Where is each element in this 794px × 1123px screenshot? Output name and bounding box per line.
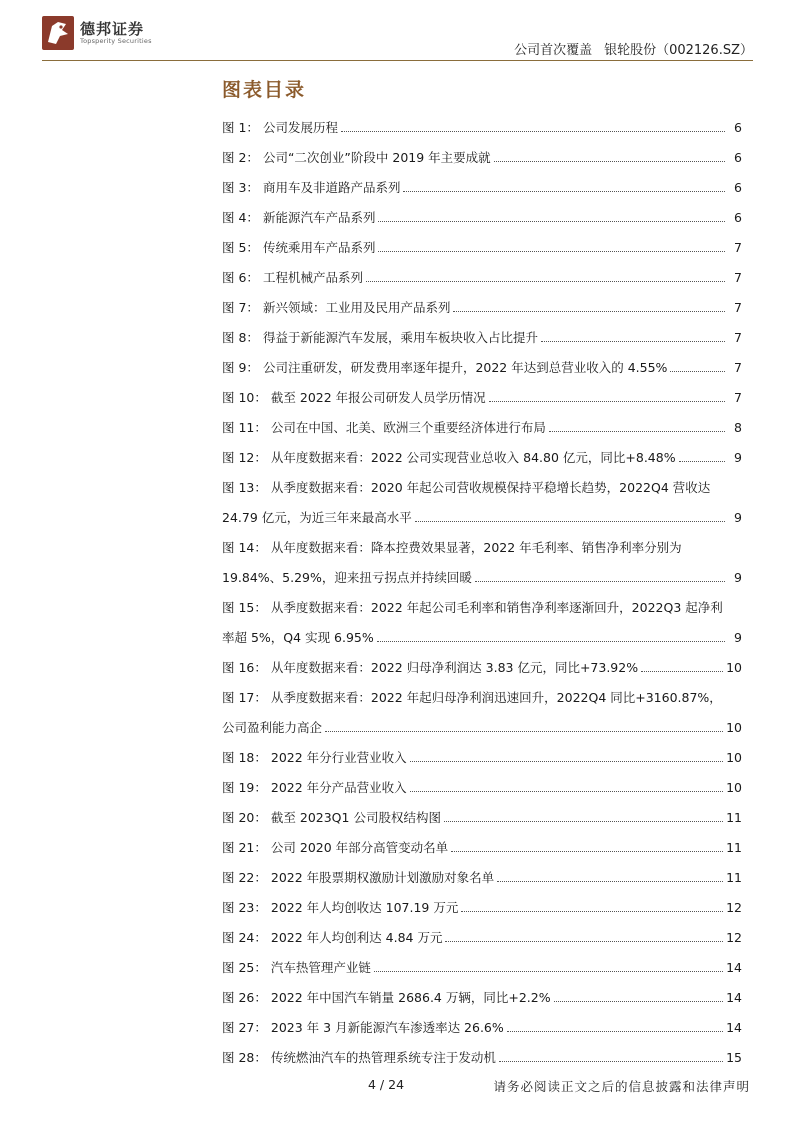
- logo-en-text: Topsperity Securities: [80, 36, 152, 45]
- toc-line: [222, 442, 742, 472]
- dot-leader: [445, 941, 723, 942]
- toc-line: [222, 142, 742, 172]
- dot-leader: [507, 1031, 723, 1032]
- figure-label: 图 15：: [222, 600, 267, 615]
- logo-cn-text: 德邦证券: [80, 20, 145, 39]
- figure-title: 从季度数据来看：2022 年起公司毛利率和销售净利率逐渐回升，2022Q3 起净利: [270, 600, 723, 615]
- figure-title: 公司 2020 年部分高管变动名单: [270, 840, 449, 855]
- page-ref: 6: [734, 209, 742, 225]
- toc-entry[interactable]: [222, 472, 742, 532]
- toc-line-continued: [222, 712, 742, 742]
- page-ref: 11: [726, 809, 742, 825]
- figure-label: 图 1：: [222, 120, 259, 135]
- page-ref: 14: [726, 1019, 742, 1035]
- dot-leader: [451, 851, 723, 852]
- legal-disclaimer: 请务必阅读正文之后的信息披露和法律声明: [493, 1079, 750, 1094]
- figure-title: 商用车及非道路产品系列: [262, 180, 401, 195]
- toc-line: [222, 682, 742, 712]
- toc-entry[interactable]: [222, 652, 742, 682]
- figure-label: 图 10：: [222, 390, 267, 405]
- dot-leader: [366, 281, 725, 282]
- figure-label: 图 8：: [222, 330, 259, 345]
- dot-leader: [377, 641, 725, 642]
- toc-entry[interactable]: [222, 592, 742, 652]
- figure-label: 图 27：: [222, 1020, 267, 1035]
- header-divider: [42, 60, 753, 61]
- figure-label: 图 6：: [222, 270, 259, 285]
- toc-entry[interactable]: [222, 112, 742, 142]
- figure-title-continued: 率超 5%，Q4 实现 6.95%: [222, 630, 374, 645]
- figure-title-continued: 19.84%、5.29%，迎来扭亏拐点并持续回暖: [222, 570, 472, 585]
- toc-line: [222, 1042, 742, 1072]
- figure-title: 工程机械产品系列: [262, 270, 363, 285]
- figure-title: 公司“二次创业”阶段中 2019 年主要成就: [262, 150, 491, 165]
- toc-line: [222, 982, 742, 1012]
- toc-line: [222, 352, 742, 382]
- figure-label: 图 12：: [222, 450, 267, 465]
- toc-entry[interactable]: [222, 532, 742, 592]
- figure-title: 汽车热管理产业链: [270, 960, 371, 975]
- dot-leader: [679, 461, 725, 462]
- figure-title: 截至 2022 年报公司研发人员学历情况: [270, 390, 486, 405]
- figure-title: 从季度数据来看：2020 年起公司营收规模保持平稳增长趋势，2022Q4 营收达: [270, 480, 711, 495]
- page-title: 图表目录: [222, 79, 307, 101]
- dot-leader: [494, 161, 725, 162]
- page-ref: 7: [734, 359, 742, 375]
- figure-label: 图 4：: [222, 210, 259, 225]
- dot-leader: [378, 251, 725, 252]
- dot-leader: [541, 341, 725, 342]
- figure-label: 图 25：: [222, 960, 267, 975]
- page-ref: 12: [726, 929, 742, 945]
- page-ref: 7: [734, 299, 742, 315]
- dot-leader: [403, 191, 725, 192]
- dot-leader: [341, 131, 725, 132]
- page-ref: 7: [734, 239, 742, 255]
- figure-label: 图 24：: [222, 930, 267, 945]
- dot-leader: [444, 821, 723, 822]
- toc-entry[interactable]: [222, 352, 742, 382]
- figure-label: 图 28：: [222, 1050, 267, 1065]
- toc-line: [222, 112, 742, 142]
- toc-line-continued: [222, 562, 742, 592]
- dot-leader: [499, 1061, 723, 1062]
- page-ref: 10: [726, 659, 742, 675]
- figure-title: 公司在中国、北美、欧洲三个重要经济体进行布局: [270, 420, 546, 435]
- figure-title: 2022 年股票期权激励计划激励对象名单: [270, 870, 495, 885]
- toc-line: [222, 262, 742, 292]
- dot-leader: [641, 671, 723, 672]
- page-ref: 6: [734, 119, 742, 135]
- dot-leader: [670, 371, 725, 372]
- figure-label: 图 22：: [222, 870, 267, 885]
- dot-leader: [497, 881, 723, 882]
- figure-title: 新能源汽车产品系列: [262, 210, 376, 225]
- figure-title-continued: 公司盈利能力高企: [222, 720, 323, 735]
- dot-leader: [415, 521, 725, 522]
- toc-line: [222, 802, 742, 832]
- report-type: 公司首次覆盖: [514, 43, 593, 58]
- toc-line: [222, 652, 742, 682]
- toc-line: [222, 412, 742, 442]
- figure-title: 2022 年人均创收达 107.19 万元: [270, 900, 459, 915]
- figure-label: 图 2：: [222, 150, 259, 165]
- dot-leader: [549, 431, 725, 432]
- figure-label: 图 17：: [222, 690, 267, 705]
- figure-label: 图 26：: [222, 990, 267, 1005]
- toc-entry[interactable]: [222, 742, 742, 772]
- header-info: [514, 39, 753, 58]
- page-ref: 10: [726, 749, 742, 765]
- figure-label: 图 20：: [222, 810, 267, 825]
- company-name: 银轮股份（002126.SZ）: [604, 43, 753, 58]
- figure-title: 新兴领域：工业用及民用产品系列: [262, 300, 451, 315]
- figure-title: 2022 年分产品营业收入: [270, 780, 407, 795]
- page-ref: 9: [734, 449, 742, 465]
- figure-title: 传统燃油汽车的热管理系统专注于发动机: [270, 1050, 496, 1065]
- page-ref: 12: [726, 899, 742, 915]
- toc-entry[interactable]: [222, 382, 742, 412]
- toc-line: [222, 202, 742, 232]
- toc-line: [222, 832, 742, 862]
- dot-leader: [453, 311, 725, 312]
- toc-line: [222, 772, 742, 802]
- toc-line: [222, 1012, 742, 1042]
- toc-line: [222, 952, 742, 982]
- toc-entry[interactable]: [222, 772, 742, 802]
- page-ref: 14: [726, 959, 742, 975]
- toc-line: [222, 322, 742, 352]
- figure-title: 2022 年人均创利达 4.84 万元: [270, 930, 443, 945]
- toc-entry[interactable]: [222, 1012, 742, 1042]
- toc-line: [222, 922, 742, 952]
- page-ref: 9: [734, 629, 742, 645]
- figure-title: 截至 2023Q1 公司股权结构图: [270, 810, 441, 825]
- page-ref: 8: [734, 419, 742, 435]
- company-logo: [42, 16, 152, 50]
- logo-icon: [42, 16, 74, 50]
- figure-title: 2022 年中国汽车销量 2686.4 万辆，同比+2.2%: [270, 990, 551, 1005]
- page-ref: 10: [726, 719, 742, 735]
- figure-label: 图 23：: [222, 900, 267, 915]
- figure-title: 传统乘用车产品系列: [262, 240, 376, 255]
- toc-entry[interactable]: [222, 262, 742, 292]
- page-ref: 11: [726, 839, 742, 855]
- page-ref: 6: [734, 179, 742, 195]
- toc-entry[interactable]: [222, 172, 742, 202]
- dot-leader: [325, 731, 723, 732]
- toc-entry[interactable]: [222, 1042, 742, 1072]
- toc-line: [222, 892, 742, 922]
- figure-title: 从年度数据来看：2022 公司实现营业总收入 84.80 亿元，同比+8.48%: [270, 450, 676, 465]
- page-number: 4 / 24: [368, 1077, 405, 1092]
- figure-title: 2023 年 3 月新能源汽车渗透率达 26.6%: [270, 1020, 504, 1035]
- toc-line: [222, 592, 742, 622]
- figure-title-continued: 24.79 亿元，为近三年来最高水平: [222, 510, 412, 525]
- figure-label: 图 21：: [222, 840, 267, 855]
- figure-label: 图 3：: [222, 180, 259, 195]
- toc-entry[interactable]: [222, 922, 742, 952]
- figure-title: 从季度数据来看：2022 年起归母净利润迅速回升，2022Q4 同比+3160.87%，: [270, 690, 722, 705]
- toc-entry[interactable]: [222, 142, 742, 172]
- toc-line-continued: [222, 502, 742, 532]
- dot-leader: [374, 971, 723, 972]
- dot-leader: [475, 581, 725, 582]
- page-ref: 6: [734, 149, 742, 165]
- page-ref: 7: [734, 389, 742, 405]
- figure-label: 图 13：: [222, 480, 267, 495]
- toc-entry[interactable]: [222, 862, 742, 892]
- toc-entry[interactable]: [222, 802, 742, 832]
- dot-leader: [410, 791, 723, 792]
- toc-line: [222, 172, 742, 202]
- toc-entry[interactable]: [222, 292, 742, 322]
- figure-label: 图 14：: [222, 540, 267, 555]
- figure-title: 从年度数据来看：降本控费效果显著，2022 年毛利率、销售净利率分别为: [270, 540, 682, 555]
- toc-entry[interactable]: [222, 202, 742, 232]
- figure-title: 2022 年分行业营业收入: [270, 750, 407, 765]
- toc-line-continued: [222, 622, 742, 652]
- toc-entry[interactable]: [222, 442, 742, 472]
- figure-label: 图 5：: [222, 240, 259, 255]
- page-ref: 14: [726, 989, 742, 1005]
- toc-entry[interactable]: [222, 892, 742, 922]
- toc-line: [222, 382, 742, 412]
- toc-entry[interactable]: [222, 952, 742, 982]
- figure-label: 图 18：: [222, 750, 267, 765]
- figure-label: 图 9：: [222, 360, 259, 375]
- page-ref: 7: [734, 329, 742, 345]
- figure-title: 得益于新能源汽车发展，乘用车板块收入占比提升: [262, 330, 538, 345]
- toc-line: [222, 742, 742, 772]
- dot-leader: [378, 221, 725, 222]
- toc-entry[interactable]: [222, 682, 742, 742]
- toc-entry[interactable]: [222, 322, 742, 352]
- toc-line: [222, 232, 742, 262]
- figure-label: 图 19：: [222, 780, 267, 795]
- toc-entry[interactable]: [222, 412, 742, 442]
- dot-leader: [410, 761, 723, 762]
- figure-label: 图 7：: [222, 300, 259, 315]
- page-ref: 15: [726, 1049, 742, 1065]
- dot-leader: [554, 1001, 724, 1002]
- toc-line: [222, 862, 742, 892]
- page-ref: 7: [734, 269, 742, 285]
- figure-title: 从年度数据来看：2022 归母净利润达 3.83 亿元，同比+73.92%: [270, 660, 639, 675]
- toc-line: [222, 292, 742, 322]
- figure-label: 图 16：: [222, 660, 267, 675]
- toc-line: [222, 472, 742, 502]
- dot-leader: [461, 911, 723, 912]
- toc-entry[interactable]: [222, 982, 742, 1012]
- figure-title: 公司发展历程: [262, 120, 338, 135]
- figure-list: [222, 112, 742, 1072]
- toc-entry[interactable]: [222, 832, 742, 862]
- figure-label: 图 11：: [222, 420, 267, 435]
- figure-title: 公司注重研发，研发费用率逐年提升，2022 年达到总营业收入的 4.55%: [262, 360, 668, 375]
- page-ref: 10: [726, 779, 742, 795]
- page-ref: 9: [734, 509, 742, 525]
- toc-line: [222, 532, 742, 562]
- page-ref: 9: [734, 569, 742, 585]
- toc-entry[interactable]: [222, 232, 742, 262]
- dot-leader: [489, 401, 725, 402]
- page-ref: 11: [726, 869, 742, 885]
